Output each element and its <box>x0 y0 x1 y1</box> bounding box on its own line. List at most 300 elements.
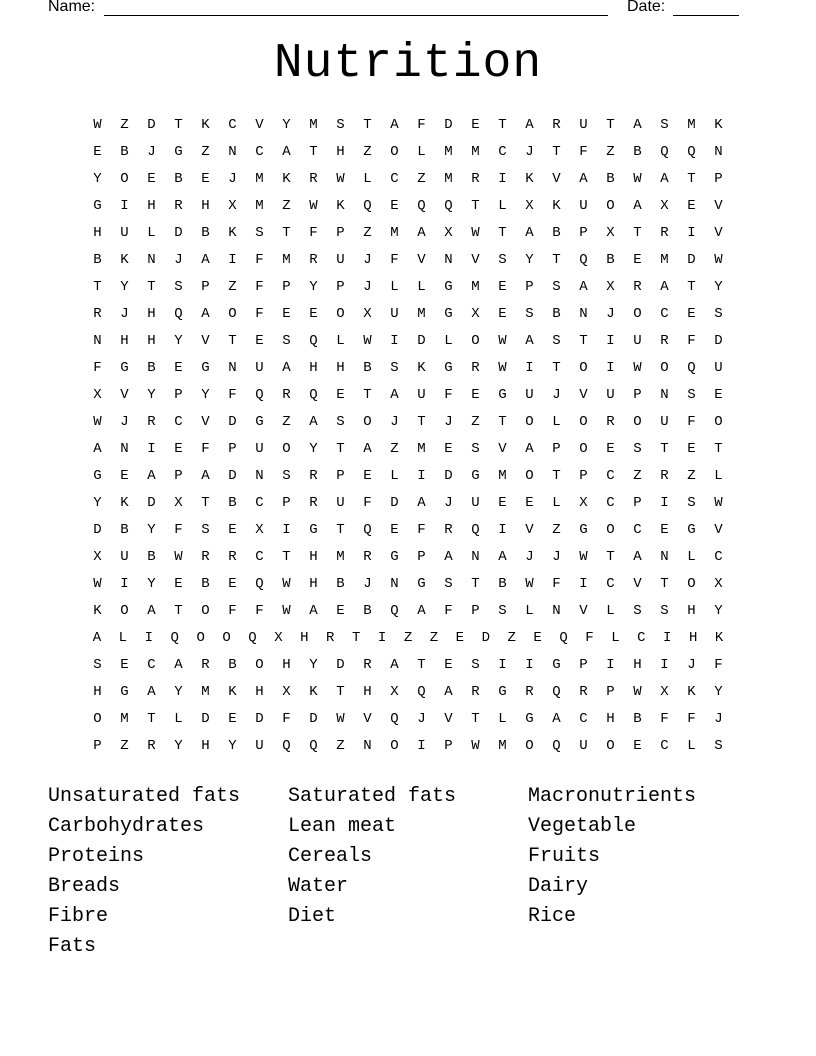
grid-letter[interactable]: R <box>309 495 318 511</box>
grid-letter[interactable]: A <box>525 117 534 133</box>
grid-letter[interactable]: Z <box>507 630 516 646</box>
grid-letter[interactable]: Z <box>403 630 413 646</box>
grid-letter[interactable]: Y <box>174 684 183 700</box>
grid-letter[interactable]: F <box>93 360 102 376</box>
grid-letter[interactable]: T <box>351 630 361 646</box>
grid-letter[interactable]: F <box>417 117 426 133</box>
grid-letter[interactable]: O <box>120 603 129 619</box>
grid-letter[interactable]: Z <box>201 144 210 160</box>
grid-letter[interactable]: S <box>471 441 480 457</box>
grid-letter[interactable]: F <box>255 279 264 295</box>
grid-letter[interactable]: S <box>471 657 480 673</box>
grid-letter[interactable]: A <box>201 306 210 322</box>
grid-letter[interactable]: R <box>309 171 318 187</box>
grid-letter[interactable]: X <box>714 576 723 592</box>
grid-letter[interactable]: W <box>498 360 507 376</box>
grid-letter[interactable]: W <box>363 333 372 349</box>
grid-letter[interactable]: S <box>93 657 102 673</box>
grid-letter[interactable]: T <box>363 387 372 403</box>
grid-letter[interactable]: C <box>174 414 183 430</box>
grid-letter[interactable]: I <box>525 360 534 376</box>
grid-letter[interactable]: E <box>390 198 399 214</box>
grid-letter[interactable]: A <box>282 144 291 160</box>
grid-letter[interactable]: F <box>228 387 237 403</box>
grid-letter[interactable]: B <box>147 549 156 565</box>
grid-letter[interactable]: U <box>336 252 345 268</box>
grid-letter[interactable]: C <box>633 522 642 538</box>
grid-letter[interactable]: P <box>93 738 102 754</box>
grid-letter[interactable]: Q <box>309 333 318 349</box>
grid-letter[interactable]: P <box>282 495 291 511</box>
grid-letter[interactable]: I <box>417 468 426 484</box>
grid-letter[interactable]: E <box>660 522 669 538</box>
grid-letter[interactable]: Q <box>363 198 372 214</box>
grid-letter[interactable]: P <box>579 657 588 673</box>
grid-letter[interactable]: D <box>444 117 453 133</box>
grid-letter[interactable]: A <box>309 603 318 619</box>
grid-letter[interactable]: H <box>606 711 615 727</box>
grid-letter[interactable]: N <box>147 252 156 268</box>
grid-letter[interactable]: B <box>633 144 642 160</box>
grid-letter[interactable]: U <box>120 549 129 565</box>
grid-letter[interactable]: Z <box>687 468 696 484</box>
grid-letter[interactable]: R <box>201 549 210 565</box>
grid-letter[interactable]: U <box>579 738 588 754</box>
grid-letter[interactable]: S <box>282 333 291 349</box>
grid-letter[interactable]: G <box>444 360 453 376</box>
grid-letter[interactable]: R <box>471 171 480 187</box>
grid-letter[interactable]: L <box>363 171 372 187</box>
grid-letter[interactable]: X <box>93 549 102 565</box>
grid-letter[interactable]: F <box>390 252 399 268</box>
grid-letter[interactable]: E <box>174 360 183 376</box>
grid-letter[interactable]: Z <box>228 279 237 295</box>
grid-letter[interactable]: N <box>363 738 372 754</box>
grid-letter[interactable]: T <box>579 333 588 349</box>
grid-letter[interactable]: W <box>282 603 291 619</box>
grid-letter[interactable]: L <box>552 414 561 430</box>
grid-letter[interactable]: W <box>471 738 480 754</box>
grid-letter[interactable]: E <box>455 630 465 646</box>
grid-letter[interactable]: G <box>309 522 318 538</box>
grid-letter[interactable]: W <box>336 171 345 187</box>
grid-letter[interactable]: O <box>525 468 534 484</box>
grid-letter[interactable]: E <box>633 252 642 268</box>
grid-letter[interactable]: N <box>93 333 102 349</box>
grid-letter[interactable]: F <box>687 414 696 430</box>
grid-letter[interactable]: K <box>120 495 129 511</box>
grid-letter[interactable]: A <box>282 360 291 376</box>
grid-letter[interactable]: J <box>525 144 534 160</box>
grid-letter[interactable]: V <box>471 252 480 268</box>
grid-letter[interactable]: I <box>660 657 669 673</box>
grid-letter[interactable]: V <box>255 117 264 133</box>
grid-letter[interactable]: K <box>93 603 102 619</box>
grid-letter[interactable]: W <box>633 684 642 700</box>
grid-letter[interactable]: D <box>228 414 237 430</box>
grid-letter[interactable]: X <box>274 630 283 646</box>
grid-letter[interactable]: E <box>201 171 210 187</box>
grid-letter[interactable]: W <box>93 414 102 430</box>
grid-letter[interactable]: L <box>498 198 507 214</box>
grid-letter[interactable]: X <box>471 306 480 322</box>
grid-letter[interactable]: V <box>714 522 723 538</box>
grid-letter[interactable]: E <box>471 117 480 133</box>
grid-letter[interactable]: N <box>255 468 264 484</box>
grid-letter[interactable]: J <box>120 414 129 430</box>
grid-letter[interactable]: F <box>201 441 210 457</box>
grid-letter[interactable]: P <box>336 279 345 295</box>
grid-letter[interactable]: M <box>660 252 669 268</box>
grid-letter[interactable]: Y <box>174 738 183 754</box>
grid-letter[interactable]: Y <box>714 684 723 700</box>
grid-letter[interactable]: U <box>606 387 615 403</box>
grid-letter[interactable]: W <box>579 549 588 565</box>
grid-letter[interactable]: C <box>637 630 646 646</box>
grid-letter[interactable]: B <box>201 225 210 241</box>
grid-letter[interactable]: O <box>660 360 669 376</box>
grid-letter[interactable]: Q <box>417 198 426 214</box>
grid-letter[interactable]: Q <box>309 387 318 403</box>
grid-letter[interactable]: K <box>525 171 534 187</box>
grid-letter[interactable]: M <box>498 468 507 484</box>
grid-letter[interactable]: O <box>687 576 696 592</box>
grid-letter[interactable]: X <box>282 684 291 700</box>
grid-letter[interactable]: L <box>390 468 399 484</box>
grid-letter[interactable]: X <box>660 198 669 214</box>
grid-letter[interactable]: T <box>552 468 561 484</box>
grid-letter[interactable]: A <box>579 171 588 187</box>
grid-letter[interactable]: W <box>525 576 534 592</box>
grid-letter[interactable]: J <box>120 306 129 322</box>
grid-letter[interactable]: A <box>390 387 399 403</box>
grid-letter[interactable]: T <box>174 603 183 619</box>
grid-letter[interactable]: X <box>255 522 264 538</box>
grid-letter[interactable]: K <box>228 225 237 241</box>
grid-letter[interactable]: M <box>471 279 480 295</box>
grid-letter[interactable]: O <box>579 414 588 430</box>
grid-letter[interactable]: G <box>120 360 129 376</box>
grid-letter[interactable]: E <box>525 495 534 511</box>
grid-letter[interactable]: K <box>417 360 426 376</box>
grid-letter[interactable]: J <box>228 171 237 187</box>
grid-letter[interactable]: U <box>255 738 264 754</box>
grid-letter[interactable]: F <box>255 252 264 268</box>
grid-letter[interactable]: B <box>336 576 345 592</box>
grid-letter[interactable]: F <box>228 603 237 619</box>
grid-letter[interactable]: V <box>579 387 588 403</box>
grid-letter[interactable]: W <box>633 171 642 187</box>
grid-letter[interactable]: J <box>606 306 615 322</box>
grid-letter[interactable]: I <box>663 630 672 646</box>
grid-letter[interactable]: Q <box>174 306 183 322</box>
grid-letter[interactable]: S <box>552 333 561 349</box>
grid-letter[interactable]: N <box>579 306 588 322</box>
grid-letter[interactable]: D <box>201 711 210 727</box>
grid-letter[interactable]: X <box>363 306 372 322</box>
grid-letter[interactable]: L <box>525 603 534 619</box>
grid-letter[interactable]: J <box>525 549 534 565</box>
grid-letter[interactable]: Q <box>559 630 568 646</box>
grid-letter[interactable]: N <box>471 549 480 565</box>
grid-letter[interactable]: Z <box>282 198 291 214</box>
grid-letter[interactable]: T <box>498 225 507 241</box>
grid-letter[interactable]: N <box>444 252 453 268</box>
grid-letter[interactable]: R <box>363 549 372 565</box>
grid-letter[interactable]: T <box>687 279 696 295</box>
grid-letter[interactable]: F <box>363 495 372 511</box>
grid-letter[interactable]: E <box>228 522 237 538</box>
grid-letter[interactable]: H <box>300 630 309 646</box>
grid-letter[interactable]: E <box>714 387 723 403</box>
grid-letter[interactable]: A <box>633 198 642 214</box>
grid-letter[interactable]: M <box>336 549 345 565</box>
grid-letter[interactable]: K <box>282 171 291 187</box>
grid-letter[interactable]: E <box>606 441 615 457</box>
grid-letter[interactable]: W <box>174 549 183 565</box>
grid-letter[interactable]: V <box>120 387 129 403</box>
grid-letter[interactable]: I <box>377 630 387 646</box>
grid-letter[interactable]: F <box>552 576 561 592</box>
grid-letter[interactable]: O <box>525 738 534 754</box>
grid-letter[interactable]: P <box>714 171 723 187</box>
grid-letter[interactable]: A <box>444 549 453 565</box>
grid-letter[interactable]: Z <box>429 630 439 646</box>
grid-letter[interactable]: M <box>282 252 291 268</box>
grid-letter[interactable]: R <box>282 387 291 403</box>
grid-letter[interactable]: Z <box>606 144 615 160</box>
grid-letter[interactable]: R <box>147 414 156 430</box>
grid-letter[interactable]: W <box>93 117 102 133</box>
grid-letter[interactable]: B <box>606 171 615 187</box>
grid-letter[interactable]: Z <box>336 738 345 754</box>
grid-letter[interactable]: C <box>660 738 669 754</box>
grid-letter[interactable]: S <box>633 603 642 619</box>
grid-letter[interactable]: T <box>201 495 210 511</box>
grid-letter[interactable]: H <box>147 333 156 349</box>
grid-letter[interactable]: F <box>579 144 588 160</box>
grid-letter[interactable]: S <box>498 252 507 268</box>
grid-letter[interactable]: X <box>660 684 669 700</box>
grid-letter[interactable]: S <box>687 387 696 403</box>
grid-letter[interactable]: V <box>552 171 561 187</box>
grid-letter[interactable]: L <box>118 630 128 646</box>
grid-letter[interactable]: R <box>633 279 642 295</box>
grid-letter[interactable]: F <box>687 333 696 349</box>
grid-letter[interactable]: Y <box>147 522 156 538</box>
grid-letter[interactable]: A <box>525 333 534 349</box>
grid-letter[interactable]: O <box>633 306 642 322</box>
grid-letter[interactable]: S <box>336 117 345 133</box>
grid-letter[interactable]: Y <box>93 495 102 511</box>
grid-letter[interactable]: X <box>525 198 534 214</box>
grid-letter[interactable]: A <box>579 279 588 295</box>
grid-letter[interactable]: H <box>201 738 210 754</box>
grid-letter[interactable]: R <box>552 117 561 133</box>
grid-letter[interactable]: B <box>228 495 237 511</box>
grid-letter[interactable]: R <box>471 684 480 700</box>
grid-letter[interactable]: C <box>579 711 588 727</box>
grid-letter[interactable]: T <box>606 549 615 565</box>
grid-letter[interactable]: O <box>255 657 264 673</box>
grid-letter[interactable]: K <box>714 630 724 646</box>
grid-letter[interactable]: P <box>633 495 642 511</box>
grid-letter[interactable]: Z <box>120 117 129 133</box>
grid-letter[interactable]: C <box>606 468 615 484</box>
grid-letter[interactable]: Y <box>282 117 291 133</box>
grid-letter[interactable]: S <box>660 117 669 133</box>
grid-letter[interactable]: P <box>579 468 588 484</box>
grid-letter[interactable]: H <box>309 360 318 376</box>
grid-letter[interactable]: V <box>714 225 723 241</box>
grid-letter[interactable]: G <box>579 522 588 538</box>
grid-letter[interactable]: P <box>471 603 480 619</box>
grid-letter[interactable]: D <box>93 522 102 538</box>
grid-letter[interactable]: Z <box>633 468 642 484</box>
grid-letter[interactable]: K <box>309 684 318 700</box>
grid-letter[interactable]: O <box>606 522 615 538</box>
grid-letter[interactable]: F <box>714 657 723 673</box>
grid-letter[interactable]: U <box>633 333 642 349</box>
grid-letter[interactable]: W <box>336 711 345 727</box>
grid-letter[interactable]: Y <box>714 603 723 619</box>
grid-letter[interactable]: O <box>714 414 723 430</box>
grid-letter[interactable]: U <box>579 198 588 214</box>
grid-letter[interactable]: Y <box>228 738 237 754</box>
grid-letter[interactable]: K <box>552 198 561 214</box>
grid-letter[interactable]: K <box>120 252 129 268</box>
grid-letter[interactable]: I <box>120 576 129 592</box>
grid-letter[interactable]: Y <box>93 171 102 187</box>
grid-letter[interactable]: L <box>174 711 183 727</box>
grid-letter[interactable]: N <box>714 144 723 160</box>
grid-letter[interactable]: F <box>174 522 183 538</box>
grid-letter[interactable]: Q <box>248 630 257 646</box>
grid-letter[interactable]: W <box>471 225 480 241</box>
grid-letter[interactable]: E <box>309 306 318 322</box>
grid-letter[interactable]: M <box>471 144 480 160</box>
grid-letter[interactable]: Y <box>309 279 318 295</box>
grid-letter[interactable]: R <box>660 225 669 241</box>
grid-letter[interactable]: M <box>255 171 264 187</box>
grid-letter[interactable]: E <box>120 468 129 484</box>
grid-letter[interactable]: C <box>390 171 399 187</box>
grid-letter[interactable]: O <box>222 630 231 646</box>
grid-letter[interactable]: J <box>363 576 372 592</box>
grid-letter[interactable]: S <box>282 468 291 484</box>
grid-letter[interactable]: U <box>714 360 723 376</box>
grid-letter[interactable]: L <box>147 225 156 241</box>
grid-letter[interactable]: S <box>714 306 723 322</box>
grid-letter[interactable]: Z <box>552 522 561 538</box>
grid-letter[interactable]: Q <box>255 576 264 592</box>
grid-letter[interactable]: Y <box>147 387 156 403</box>
grid-letter[interactable]: W <box>282 576 291 592</box>
grid-letter[interactable]: J <box>552 549 561 565</box>
grid-letter[interactable]: T <box>552 144 561 160</box>
grid-letter[interactable]: O <box>120 171 129 187</box>
grid-letter[interactable]: X <box>93 387 102 403</box>
grid-letter[interactable]: B <box>363 603 372 619</box>
grid-letter[interactable]: V <box>417 252 426 268</box>
grid-letter[interactable]: Q <box>552 738 561 754</box>
grid-letter[interactable]: T <box>660 441 669 457</box>
grid-letter[interactable]: Q <box>552 684 561 700</box>
grid-letter[interactable]: A <box>147 684 156 700</box>
grid-letter[interactable]: S <box>390 360 399 376</box>
grid-letter[interactable]: O <box>525 414 534 430</box>
grid-letter[interactable]: G <box>525 711 534 727</box>
grid-letter[interactable]: X <box>444 225 453 241</box>
grid-letter[interactable]: V <box>201 414 210 430</box>
grid-letter[interactable]: H <box>336 144 345 160</box>
grid-letter[interactable]: A <box>93 441 102 457</box>
grid-letter[interactable]: T <box>498 414 507 430</box>
grid-letter[interactable]: O <box>201 603 210 619</box>
grid-letter[interactable]: G <box>174 144 183 160</box>
grid-letter[interactable]: A <box>444 684 453 700</box>
grid-letter[interactable]: I <box>228 252 237 268</box>
grid-letter[interactable]: F <box>309 225 318 241</box>
grid-letter[interactable]: W <box>633 360 642 376</box>
grid-letter[interactable]: D <box>255 711 264 727</box>
grid-letter[interactable]: V <box>633 576 642 592</box>
grid-letter[interactable]: S <box>201 522 210 538</box>
grid-letter[interactable]: K <box>336 198 345 214</box>
grid-letter[interactable]: D <box>417 333 426 349</box>
grid-letter[interactable]: E <box>444 657 453 673</box>
grid-letter[interactable]: N <box>660 549 669 565</box>
grid-letter[interactable]: C <box>255 495 264 511</box>
grid-letter[interactable]: N <box>228 144 237 160</box>
grid-letter[interactable]: Q <box>255 387 264 403</box>
grid-letter[interactable]: K <box>687 684 696 700</box>
grid-letter[interactable]: T <box>660 576 669 592</box>
grid-letter[interactable]: S <box>336 414 345 430</box>
grid-letter[interactable]: O <box>282 441 291 457</box>
grid-letter[interactable]: Y <box>309 441 318 457</box>
grid-letter[interactable]: F <box>660 711 669 727</box>
grid-letter[interactable]: J <box>417 711 426 727</box>
grid-letter[interactable]: R <box>309 468 318 484</box>
grid-letter[interactable]: X <box>174 495 183 511</box>
grid-letter[interactable]: T <box>687 171 696 187</box>
grid-letter[interactable]: O <box>606 198 615 214</box>
grid-letter[interactable]: O <box>196 630 205 646</box>
grid-letter[interactable]: L <box>714 468 723 484</box>
grid-letter[interactable]: I <box>606 333 615 349</box>
grid-letter[interactable]: P <box>174 387 183 403</box>
grid-letter[interactable]: P <box>579 225 588 241</box>
grid-letter[interactable]: N <box>120 441 129 457</box>
grid-letter[interactable]: R <box>363 657 372 673</box>
grid-letter[interactable]: D <box>147 117 156 133</box>
grid-letter[interactable]: R <box>660 333 669 349</box>
grid-letter[interactable]: L <box>417 279 426 295</box>
grid-letter[interactable]: T <box>336 522 345 538</box>
grid-letter[interactable]: N <box>228 360 237 376</box>
grid-letter[interactable]: I <box>144 630 153 646</box>
grid-letter[interactable]: E <box>282 306 291 322</box>
grid-letter[interactable]: L <box>417 144 426 160</box>
grid-letter[interactable]: U <box>390 306 399 322</box>
grid-letter[interactable]: F <box>444 603 453 619</box>
word-search-grid[interactable] <box>84 112 732 760</box>
grid-letter[interactable]: Y <box>525 252 534 268</box>
grid-letter[interactable]: U <box>660 414 669 430</box>
grid-letter[interactable]: O <box>336 306 345 322</box>
grid-letter[interactable]: Q <box>579 252 588 268</box>
